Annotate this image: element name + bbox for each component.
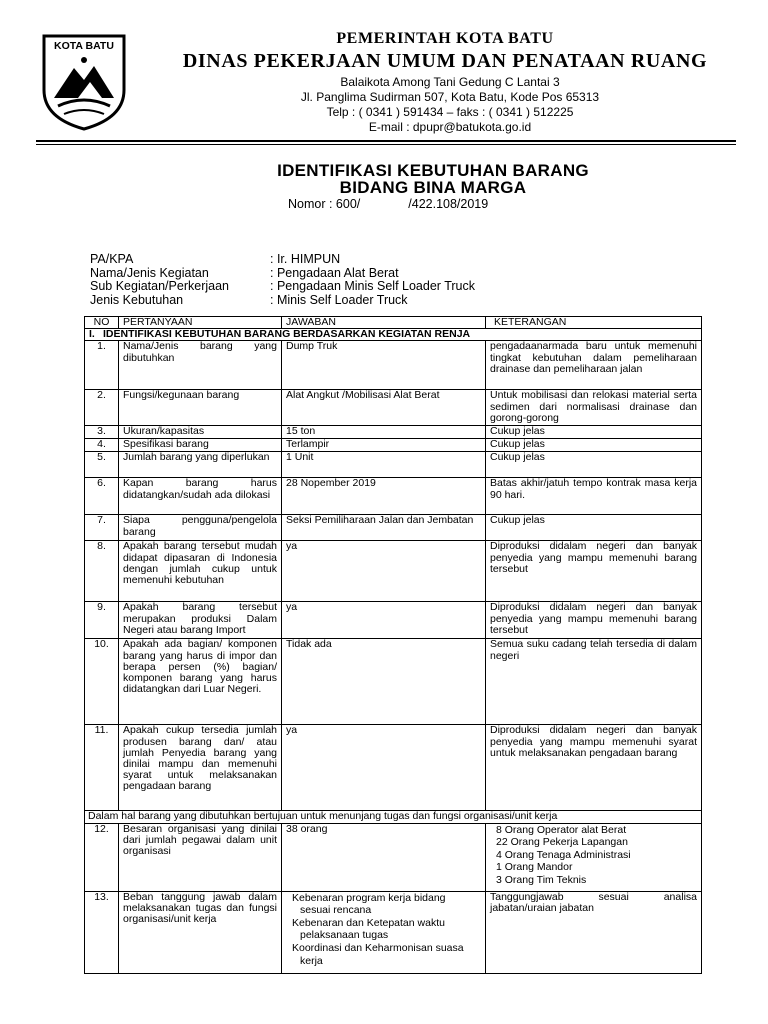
row-question: Jumlah barang yang diperlukan [119, 452, 282, 478]
row-no: 6. [85, 478, 119, 515]
list-text-cont: sesuai rencana [300, 904, 372, 917]
staff-list-item: 22 Orang Pekerja Lapangan [496, 836, 628, 849]
info-label: Jenis Kebutuhan [90, 292, 184, 307]
row-note: Cukup jelas [486, 515, 702, 541]
row-no: 10. [85, 639, 119, 725]
row-answer: ya [282, 602, 486, 639]
row-question: Ukuran/kapasitas [119, 426, 282, 439]
row-answer: 38 orang [282, 823, 486, 891]
row-question: Spesifikasi barang [119, 439, 282, 452]
document-number-suffix: /422.108/2019 [408, 197, 489, 211]
info-value: : Pengadaan Alat Berat [270, 265, 399, 280]
table-row [85, 439, 702, 452]
info-label: PA/KPA [90, 252, 134, 266]
row-answer: Dump Truk [282, 341, 486, 390]
row-no: 2. [85, 390, 119, 426]
header-pertanyaan: PERTANYAAN [119, 317, 282, 329]
table-row [85, 725, 702, 811]
staff-list [490, 824, 697, 887]
responsibility-item [286, 917, 481, 942]
row-note: Cukup jelas [486, 452, 702, 478]
document-subtitle: BIDANG BINA MARGA [339, 178, 527, 197]
address-line: Balaikota Among Tani Gedung C Lantai 3 [340, 75, 560, 89]
row-no: 5. [85, 452, 119, 478]
row-question: Apakah barang tersebut merupakan produksi Dalam Negeri atau barang Import [119, 602, 282, 639]
header-jawaban: JAWABAN [282, 317, 486, 329]
staff-list-item: 4 Orang Tenaga Administrasi [496, 848, 631, 861]
table-row [85, 341, 702, 390]
table-row [85, 639, 702, 725]
table-row [85, 541, 702, 602]
row-no: 9. [85, 602, 119, 639]
row-note: Untuk mobilisasi dan relokasi material serta sedimen dari normalisasi drainase dan gorong-gorong [486, 390, 702, 426]
table-row [85, 823, 702, 891]
row-answer: Alat Angkut /Mobilisasi Alat Berat [282, 390, 486, 426]
section-row [85, 329, 702, 341]
email-line: E-mail : dpupr@batukota.go.id [368, 120, 532, 134]
table-row [85, 515, 702, 541]
row-answer [282, 891, 486, 973]
row-answer: Terlampir [282, 439, 486, 452]
row-no: 13. [85, 891, 119, 973]
info-label: Nama/Jenis Kegiatan [90, 265, 209, 280]
kota-batu-logo [40, 32, 128, 132]
agency-name: DINAS PEKERJAAN UMUM DAN PENATAAN RUANG [182, 50, 708, 72]
row-question: Apakah cukup tersedia jumlah produsen barang dan/ atau jumlah Penyedia barang yang dinilai mampu dan memenuhi syarat untuk melaksanakan pengadaan barang [119, 725, 282, 811]
section-number: I. [89, 328, 95, 341]
government-name: PEMERINTAH KOTA BATU [336, 30, 554, 47]
row-answer: ya [282, 541, 486, 602]
row-note: pengadaanarmada baru untuk memenuhi tingkat kebutuhan dalam pemeliharaan drainase dan pemeliharaan jalan [486, 341, 702, 390]
header-keterangan: KETERANGAN [486, 317, 702, 329]
identification-table [84, 316, 702, 974]
letterhead-divider [36, 140, 736, 142]
info-value: : Ir. HIMPUN [270, 252, 341, 266]
row-question: Nama/Jenis barang yang dibutuhkan [119, 341, 282, 390]
responsibility-item [286, 892, 481, 917]
section-note-row [85, 811, 702, 823]
logo-text: KOTA BATU [54, 40, 114, 52]
document-title: IDENTIFIKASI KEBUTUHAN BARANG [277, 161, 589, 180]
table-row [85, 426, 702, 439]
row-answer: Seksi Pemiliharaan Jalan dan Jembatan [282, 515, 486, 541]
responsibility-list [286, 892, 481, 968]
row-note: Cukup jelas [486, 439, 702, 452]
row-question: Siapa pengguna/pengelola barang [119, 515, 282, 541]
row-answer: Tidak ada [282, 639, 486, 725]
list-text: Koordinasi dan Keharmonisan suasa [292, 941, 464, 954]
table-row [85, 452, 702, 478]
row-no: 3. [85, 426, 119, 439]
table-row [85, 390, 702, 426]
row-question: Apakah ada bagian/ komponen barang yang harus di impor dan berapa persen (%) bagian/ komponen barang yang harus didatangkan dari Luar Negeri. [119, 639, 282, 725]
row-note: Tanggungjawab sesuai analisa jabatan/uraian jabatan [486, 891, 702, 973]
section-title: IDENTIFIKASI KEBUTUHAN BARANG BERDASARKAN KEGIATAN RENJA [103, 328, 471, 341]
address-line: Jl. Panglima Sudirman 507, Kota Batu, Kode Pos 65313 [300, 90, 600, 104]
row-answer: 1 Unit [282, 452, 486, 478]
responsibility-item [286, 942, 481, 967]
row-no: 1. [85, 341, 119, 390]
row-no: 11. [85, 725, 119, 811]
section-note: Dalam hal barang yang dibutuhkan bertujuan untuk menunjang tugas dan fungsi organisasi/unit kerja [85, 811, 702, 823]
row-answer: 15 ton [282, 426, 486, 439]
staff-list-item: 1 Orang Mandor [496, 861, 573, 874]
list-text-cont: kerja [300, 954, 323, 967]
row-question: Besaran organisasi yang dinilai dari jumlah pegawai dalam unit organisasi [119, 823, 282, 891]
phone-fax-line: Telp : ( 0341 ) 591434 – faks : ( 0341 ) 512225 [326, 105, 574, 119]
info-value: : Minis Self Loader Truck [270, 292, 408, 307]
row-no: 12. [85, 823, 119, 891]
row-note: Semua suku cadang telah tersedia di dalam negeri [486, 639, 702, 725]
table-row [85, 602, 702, 639]
row-note: Batas akhir/jatuh tempo kontrak masa kerja 90 hari. [486, 478, 702, 515]
staff-list-item: 8 Orang Operator alat Berat [496, 823, 627, 836]
row-note: Diproduksi didalam negeri dan banyak penyedia yang mampu memenuhi barang tersebut [486, 541, 702, 602]
info-value: : Pengadaan Minis Self Loader Truck [270, 279, 475, 293]
row-note: Cukup jelas [486, 426, 702, 439]
row-note: Diproduksi didalam negeri dan banyak penyedia yang mampu memenuhi syarat untuk melaksanakan pengadaan barang [486, 725, 702, 811]
row-note: Diproduksi didalam negeri dan banyak penyedia yang mampu memenuhi barang tersebut [486, 602, 702, 639]
list-text-cont: pelaksanaan tugas [300, 929, 389, 942]
row-question: Apakah barang tersebut mudah didapat dipasaran di Indonesia dengan jumlah cukup untuk memenuhi kebutuhan [119, 541, 282, 602]
table-row [85, 891, 702, 973]
row-question: Fungsi/kegunaan barang [119, 390, 282, 426]
row-question: Kapan barang harus didatangkan/sudah ada dilokasi [119, 478, 282, 515]
document-number [288, 197, 488, 211]
row-no: 8. [85, 541, 119, 602]
document-number-label: Nomor : 600/ [288, 197, 361, 211]
list-text: Kebenaran program kerja bidang [292, 891, 446, 904]
row-no: 7. [85, 515, 119, 541]
header-no: NO [85, 317, 119, 329]
letterhead-divider-thin [36, 144, 736, 145]
staff-list-item: 3 Orang Tim Teknis [496, 873, 587, 886]
table-row [85, 478, 702, 515]
row-answer: 28 Nopember 2019 [282, 478, 486, 515]
info-label: Sub Kegiatan/Perkerjaan [90, 279, 229, 293]
list-text: Kebenaran dan Ketepatan waktu [292, 916, 445, 929]
row-note [486, 823, 702, 891]
row-question: Beban tanggung jawab dalam melaksanakan tugas dan fungsi organisasi/unit kerja [119, 891, 282, 973]
table-header-row [85, 317, 702, 329]
row-no: 4. [85, 439, 119, 452]
row-answer: ya [282, 725, 486, 811]
